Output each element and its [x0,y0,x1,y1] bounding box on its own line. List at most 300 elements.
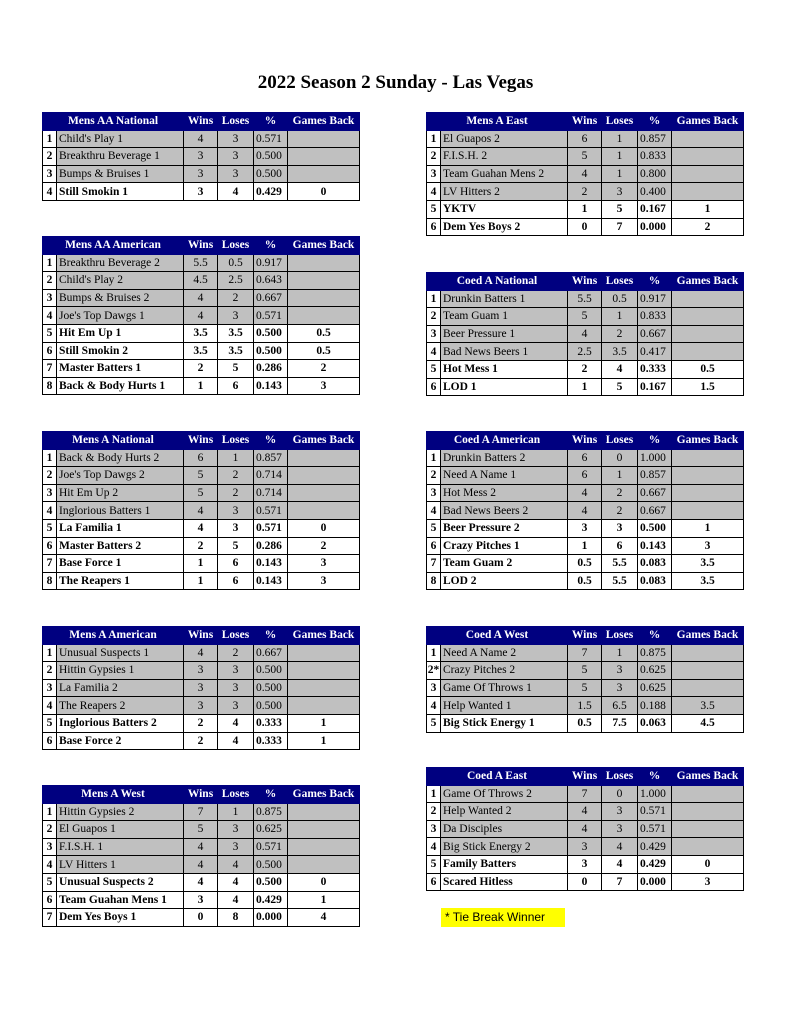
games-back-cell: 3 [288,555,360,573]
loses-cell: 3 [218,679,254,697]
loses-cell: 1 [218,803,254,821]
games-back-cell [672,325,744,343]
wins-cell: 5.5 [184,254,218,272]
rank-cell: 1 [427,449,441,467]
wins-header: Wins [568,432,602,450]
loses-cell: 4 [218,732,254,750]
table-row [43,272,360,290]
rank-cell: 5 [427,714,441,732]
loses-cell: 6 [218,572,254,590]
loses-cell: 1 [602,467,638,485]
team-name: Still Smokin 1 [57,183,184,201]
table-row [427,855,744,873]
table-row [43,502,360,520]
pct-cell: 0.917 [638,290,672,308]
pct-cell: 0.571 [254,130,288,148]
team-name: YKTV [441,200,568,218]
games-back-cell: 2 [288,537,360,555]
loses-cell: 0.5 [218,254,254,272]
team-name: Hittin Gypsies 2 [57,803,184,821]
games-back-cell: 0 [288,519,360,537]
team-name: Need A Name 2 [441,644,568,662]
table-row [43,821,360,839]
rank-cell: 5 [43,873,57,891]
wins-cell: 4 [184,873,218,891]
loses-cell: 3 [602,519,638,537]
games-back-cell [672,130,744,148]
loses-cell: 1 [602,644,638,662]
table-row [43,697,360,715]
table-row [43,873,360,891]
rank-cell: 1 [427,644,441,662]
games-back-header: Games Back [672,627,744,645]
rank-cell: 6 [43,342,57,360]
wins-cell: 5 [568,308,602,326]
loses-header: Loses [602,768,638,786]
games-back-cell: 0 [672,855,744,873]
pct-cell: 0.625 [638,662,672,680]
wins-cell: 2 [568,360,602,378]
wins-cell: 4 [568,484,602,502]
loses-cell: 7.5 [602,714,638,732]
pct-cell: 0.875 [254,803,288,821]
games-back-cell [288,856,360,874]
pct-cell: 0.333 [254,732,288,750]
rank-cell: 6 [427,378,441,396]
loses-cell: 6 [602,537,638,555]
loses-header: Loses [602,627,638,645]
loses-cell: 3 [602,183,638,201]
wins-header: Wins [568,627,602,645]
table-row [427,218,744,236]
standings-table [42,431,360,590]
loses-cell: 3 [218,130,254,148]
pct-cell: 0.188 [638,697,672,715]
table-row [43,307,360,325]
team-name: Base Force 2 [57,732,184,750]
table-row [427,803,744,821]
table-row [43,130,360,148]
games-back-cell: 0.5 [288,342,360,360]
table-row [427,838,744,856]
games-back-cell [672,165,744,183]
wins-cell: 3 [184,697,218,715]
rank-cell: 3 [43,838,57,856]
wins-cell: 3 [184,679,218,697]
games-back-cell: 2 [288,360,360,378]
wins-cell: 1 [568,378,602,396]
loses-cell: 7 [602,218,638,236]
team-name: Hit Em Up 1 [57,324,184,342]
team-name: Inglorious Batters 2 [57,714,184,732]
wins-cell: 2 [568,183,602,201]
rank-cell: 5 [427,855,441,873]
team-name: Base Force 1 [57,555,184,573]
team-name: Inglorious Batters 1 [57,502,184,520]
games-back-header: Games Back [288,432,360,450]
team-name: LOD 1 [441,378,568,396]
table-row [427,165,744,183]
games-back-cell: 4 [288,909,360,927]
pct-cell: 0.571 [638,820,672,838]
wins-header: Wins [184,432,218,450]
games-back-cell [672,308,744,326]
pct-header: % [254,786,288,804]
pct-cell: 0.625 [254,821,288,839]
division-title: Mens AA American [43,237,184,255]
loses-header: Loses [602,113,638,131]
wins-cell: 3 [184,183,218,201]
table-row [427,308,744,326]
rank-cell: 6 [427,873,441,891]
pct-cell: 0.667 [254,289,288,307]
wins-cell: 1 [184,377,218,395]
games-back-header: Games Back [672,432,744,450]
team-name: LOD 2 [441,572,568,590]
loses-cell: 3 [218,502,254,520]
loses-cell: 3 [218,165,254,183]
team-name: Game Of Throws 2 [441,785,568,803]
pct-cell: 0.500 [254,873,288,891]
wins-cell: 3 [568,519,602,537]
wins-cell: 4 [568,165,602,183]
pct-cell: 0.857 [638,467,672,485]
table-row [427,785,744,803]
pct-cell: 0.000 [638,218,672,236]
team-name: Help Wanted 1 [441,697,568,715]
games-back-cell [672,449,744,467]
loses-cell: 4 [602,855,638,873]
table-row [427,484,744,502]
page-title: 2022 Season 2 Sunday - Las Vegas [257,72,534,93]
loses-cell: 1 [602,165,638,183]
division-header-row [427,273,744,291]
wins-header: Wins [184,627,218,645]
table-row [43,183,360,201]
loses-cell: 1 [602,130,638,148]
pct-cell: 0.143 [254,572,288,590]
team-name: Dem Yes Boys 2 [441,218,568,236]
rank-cell: 1 [427,290,441,308]
table-row [43,555,360,573]
rank-cell: 2 [43,821,57,839]
table-row [427,679,744,697]
table-row [43,679,360,697]
loses-cell: 2 [218,467,254,485]
rank-cell: 5 [427,519,441,537]
loses-cell: 0.5 [602,290,638,308]
loses-cell: 3 [602,662,638,680]
pct-header: % [254,432,288,450]
wins-cell: 4 [184,289,218,307]
loses-cell: 4 [602,838,638,856]
division-title: Mens A West [43,786,184,804]
pct-cell: 0.143 [254,377,288,395]
rank-cell: 4 [427,343,441,361]
pct-cell: 0.000 [254,909,288,927]
games-back-cell [672,679,744,697]
pct-cell: 0.667 [638,502,672,520]
wins-cell: 1.5 [568,697,602,715]
team-name: Drunkin Batters 1 [441,290,568,308]
rank-cell: 3 [43,289,57,307]
loses-cell: 3 [218,697,254,715]
loses-cell: 6.5 [602,697,638,715]
rank-cell: 4 [427,183,441,201]
table-row [427,537,744,555]
team-name: F.I.S.H. 1 [57,838,184,856]
table-row [43,803,360,821]
games-back-cell [672,467,744,485]
table-row [43,891,360,909]
rank-cell: 2 [427,148,441,166]
wins-cell: 6 [568,449,602,467]
table-row [427,555,744,573]
pct-cell: 0.500 [638,519,672,537]
games-back-cell [288,821,360,839]
pct-cell: 0.500 [254,679,288,697]
games-back-cell: 3.5 [672,555,744,573]
standings-table [426,112,744,236]
team-name: Drunkin Batters 2 [441,449,568,467]
division-header-row [427,432,744,450]
games-back-header: Games Back [288,786,360,804]
division-header-row [43,432,360,450]
loses-cell: 1 [602,308,638,326]
pct-header: % [638,273,672,291]
pct-cell: 0.083 [638,555,672,573]
games-back-cell: 3 [672,873,744,891]
table-row [427,697,744,715]
pct-cell: 0.714 [254,467,288,485]
games-back-cell [288,662,360,680]
team-name: Unusual Suspects 1 [57,644,184,662]
rank-cell: 3 [427,820,441,838]
wins-cell: 5 [184,484,218,502]
rank-cell: 6 [43,891,57,909]
pct-cell: 0.571 [254,307,288,325]
loses-cell: 1 [602,148,638,166]
games-back-cell [672,803,744,821]
team-name: Joe's Top Dawgs 2 [57,467,184,485]
loses-cell: 3 [218,148,254,166]
loses-cell: 2 [602,502,638,520]
division-title: Mens A American [43,627,184,645]
wins-cell: 7 [568,644,602,662]
pct-cell: 0.167 [638,378,672,396]
games-back-cell [288,467,360,485]
division-header-row [427,768,744,786]
pct-header: % [254,113,288,131]
wins-cell: 3 [568,855,602,873]
games-back-cell [288,644,360,662]
table-row [43,909,360,927]
team-name: F.I.S.H. 2 [441,148,568,166]
wins-cell: 7 [568,785,602,803]
games-back-cell: 2 [672,218,744,236]
pct-cell: 0.333 [254,714,288,732]
loses-header: Loses [218,432,254,450]
loses-cell: 2 [218,289,254,307]
pct-cell: 0.571 [254,519,288,537]
team-name: Team Guam 1 [441,308,568,326]
pct-cell: 0.571 [254,838,288,856]
games-back-cell [672,502,744,520]
table-row [43,254,360,272]
rank-cell: 6 [43,537,57,555]
loses-cell: 0 [602,785,638,803]
loses-header: Loses [602,273,638,291]
team-name: Beer Pressure 2 [441,519,568,537]
pct-cell: 0.083 [638,572,672,590]
rank-cell: 7 [427,555,441,573]
rank-cell: 5 [43,324,57,342]
rank-cell: 7 [43,555,57,573]
pct-cell: 0.500 [254,697,288,715]
pct-cell: 0.167 [638,200,672,218]
wins-cell: 1 [184,572,218,590]
pct-cell: 0.429 [254,891,288,909]
loses-cell: 3 [218,821,254,839]
loses-cell: 8 [218,909,254,927]
loses-cell: 3 [602,820,638,838]
games-back-header: Games Back [288,627,360,645]
loses-cell: 4 [602,360,638,378]
wins-cell: 6 [568,467,602,485]
pct-cell: 0.571 [254,502,288,520]
loses-header: Loses [218,113,254,131]
table-row [43,377,360,395]
wins-cell: 6 [568,130,602,148]
rank-cell: 3 [427,484,441,502]
rank-cell: 2 [427,467,441,485]
standings-table [426,431,744,590]
team-name: Crazy Pitches 1 [441,537,568,555]
rank-cell: 2 [43,148,57,166]
loses-cell: 2 [602,484,638,502]
table-row [43,148,360,166]
wins-header: Wins [568,768,602,786]
loses-header: Loses [218,237,254,255]
team-name: Breakthru Beverage 2 [57,254,184,272]
pct-header: % [638,768,672,786]
wins-cell: 5 [184,467,218,485]
team-name: Hot Mess 2 [441,484,568,502]
pct-cell: 0.571 [638,803,672,821]
wins-cell: 4 [568,502,602,520]
loses-cell: 2 [602,325,638,343]
team-name: Unusual Suspects 2 [57,873,184,891]
games-back-cell [288,449,360,467]
loses-cell: 2.5 [218,272,254,290]
loses-cell: 7 [602,873,638,891]
wins-cell: 4 [184,130,218,148]
wins-header: Wins [184,786,218,804]
pct-cell: 0.500 [254,148,288,166]
table-row [43,519,360,537]
games-back-cell: 1 [672,519,744,537]
rank-cell: 1 [43,644,57,662]
rank-cell: 6 [427,537,441,555]
loses-header: Loses [602,432,638,450]
loses-cell: 2 [218,484,254,502]
rank-cell: 5 [427,200,441,218]
team-name: Team Guam 2 [441,555,568,573]
team-name: Big Stick Energy 2 [441,838,568,856]
pct-cell: 0.500 [254,324,288,342]
pct-cell: 0.286 [254,360,288,378]
table-row [43,537,360,555]
team-name: Back & Body Hurts 2 [57,449,184,467]
games-back-cell [288,803,360,821]
pct-cell: 0.143 [638,537,672,555]
division-header-row [43,113,360,131]
pct-cell: 0.875 [638,644,672,662]
table-row [43,714,360,732]
wins-cell: 2 [184,732,218,750]
table-row [427,714,744,732]
rank-cell: 4 [43,502,57,520]
loses-cell: 4 [218,856,254,874]
rank-cell: 4 [427,838,441,856]
wins-cell: 5 [184,821,218,839]
pct-cell: 0.667 [638,325,672,343]
loses-cell: 5 [218,537,254,555]
wins-cell: 4 [568,325,602,343]
wins-cell: 6 [184,449,218,467]
wins-cell: 4 [184,856,218,874]
team-name: Da Disciples [441,820,568,838]
team-name: Back & Body Hurts 1 [57,377,184,395]
wins-cell: 0 [568,873,602,891]
team-name: Still Smokin 2 [57,342,184,360]
games-back-cell [288,697,360,715]
rank-cell: 4 [43,697,57,715]
rank-cell: 5 [43,519,57,537]
rank-cell: 2 [43,662,57,680]
pct-cell: 0.917 [254,254,288,272]
table-row [427,290,744,308]
pct-cell: 1.000 [638,785,672,803]
pct-cell: 0.286 [254,537,288,555]
table-row [43,342,360,360]
team-name: Scared Hitless [441,873,568,891]
team-name: Hot Mess 1 [441,360,568,378]
rank-cell: 1 [427,785,441,803]
wins-cell: 5 [568,662,602,680]
team-name: Bad News Beers 2 [441,502,568,520]
table-row [427,644,744,662]
team-name: Hittin Gypsies 1 [57,662,184,680]
loses-header: Loses [218,627,254,645]
pct-cell: 0.000 [638,873,672,891]
loses-header: Loses [218,786,254,804]
team-name: Child's Play 2 [57,272,184,290]
standings-table [42,626,360,750]
wins-cell: 3.5 [184,324,218,342]
wins-cell: 3 [184,148,218,166]
table-row [427,467,744,485]
rank-cell: 4 [427,697,441,715]
games-back-cell [288,502,360,520]
pct-header: % [638,627,672,645]
table-row [427,820,744,838]
loses-cell: 4 [218,891,254,909]
rank-cell: 7 [43,360,57,378]
team-name: Team Guahan Mens 1 [57,891,184,909]
table-row [43,324,360,342]
games-back-cell: 3 [672,537,744,555]
